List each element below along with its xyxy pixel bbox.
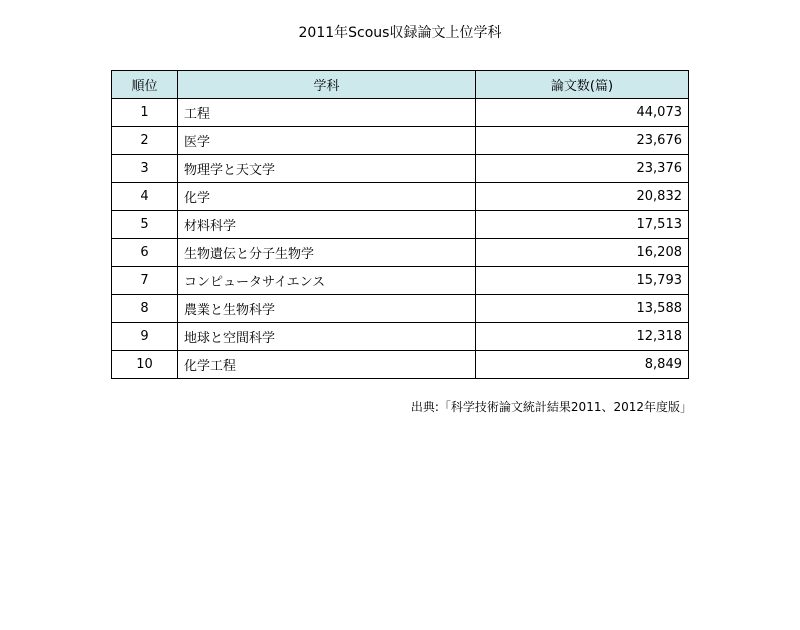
- subject-cell: コンピュータサイエンス: [178, 267, 476, 295]
- subject-cell: 物理学と天文学: [178, 155, 476, 183]
- table-row: [112, 267, 689, 295]
- header-count: 論文数(篇): [476, 71, 689, 99]
- count-cell: 8,849: [476, 351, 689, 379]
- ranking-table: [111, 70, 689, 379]
- count-cell: 13,588: [476, 295, 689, 323]
- header-row: [112, 71, 689, 99]
- page-title: 2011年Scous収録論文上位学科: [298, 25, 502, 41]
- rank-cell: 7: [112, 267, 178, 295]
- rank-cell: 8: [112, 295, 178, 323]
- table-row: [112, 183, 689, 211]
- subject-cell: 医学: [178, 127, 476, 155]
- rank-cell: 10: [112, 351, 178, 379]
- table-row: [112, 351, 689, 379]
- subject-cell: 化学工程: [178, 351, 476, 379]
- count-cell: 20,832: [476, 183, 689, 211]
- header-rank: 順位: [112, 71, 178, 99]
- count-cell: 12,318: [476, 323, 689, 351]
- rank-cell: 4: [112, 183, 178, 211]
- subject-cell: 農業と生物科学: [178, 295, 476, 323]
- table-row: [112, 239, 689, 267]
- rank-cell: 5: [112, 211, 178, 239]
- rank-cell: 6: [112, 239, 178, 267]
- count-cell: 15,793: [476, 267, 689, 295]
- table-row: [112, 127, 689, 155]
- count-cell: 23,376: [476, 155, 689, 183]
- count-cell: 17,513: [476, 211, 689, 239]
- subject-cell: 工程: [178, 99, 476, 127]
- count-cell: 44,073: [476, 99, 689, 127]
- count-cell: 16,208: [476, 239, 689, 267]
- header-subject: 学科: [178, 71, 476, 99]
- count-cell: 23,676: [476, 127, 689, 155]
- table-row: [112, 99, 689, 127]
- rank-cell: 3: [112, 155, 178, 183]
- subject-cell: 生物遺伝と分子生物学: [178, 239, 476, 267]
- rank-cell: 9: [112, 323, 178, 351]
- rank-cell: 2: [112, 127, 178, 155]
- table-row: [112, 323, 689, 351]
- subject-cell: 材料科学: [178, 211, 476, 239]
- source-citation: 出典:「科学技術論文統計結果2011、2012年度版」: [410, 400, 692, 414]
- table-row: [112, 211, 689, 239]
- table-row: [112, 295, 689, 323]
- rank-cell: 1: [112, 99, 178, 127]
- table-row: [112, 155, 689, 183]
- subject-cell: 地球と空間科学: [178, 323, 476, 351]
- subject-cell: 化学: [178, 183, 476, 211]
